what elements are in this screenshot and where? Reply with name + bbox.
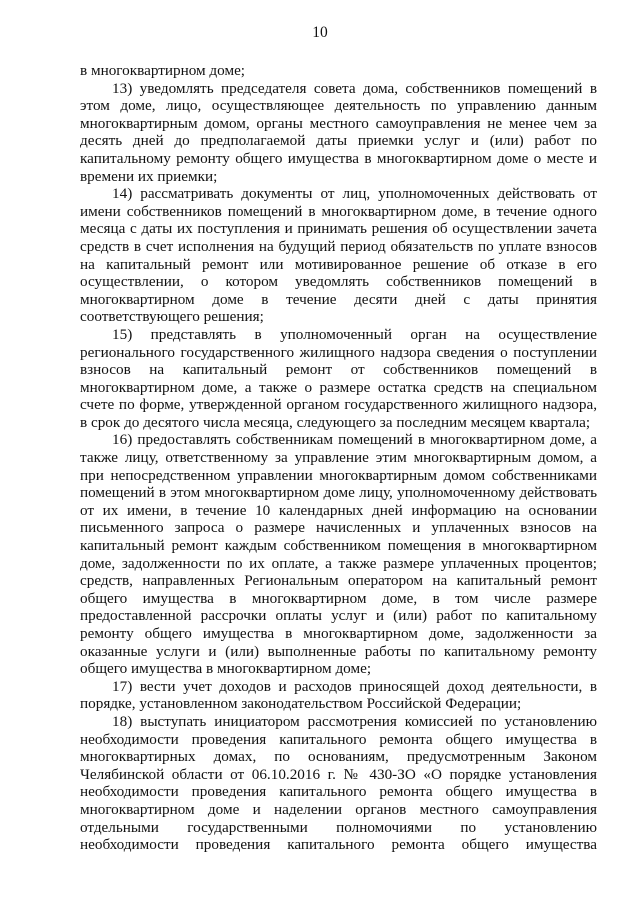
paragraph-item-16: 16) предоставлять собственникам помещений в многоквартирном доме, а также лицу, ответственному за управление этим многоквартирным домом, а при непосредственном управлении многоквартирным домом собственниками помещений в этом многоквартирном доме лицу, уполномоченному действовать от их имени, в течение 10 календарных дней информацию на основании письменного запроса о размере начисленных и уплаченных взносов на капитальный ремонт каждым собственником помещения в многоквартирном доме, задолженности по их оплате, а также размере уплаченных процентов; средств, направленных Региональным оператором на капитальный ремонт общего имущества в многоквартирном доме, в том числе размере предоставленной рассрочки оплаты услуг и (или) работ по капитальному ремонту общего имущества в многоквартирном доме, задолженности за оказанные услуги и (или) выполненные работы по капитальному ремонту общего имущества в многоквартирном доме;	[80, 431, 597, 678]
paragraph-item-14: 14) рассматривать документы от лиц, уполномоченных действовать от имени собственников помещений в многоквартирном доме, в течение одного месяца с даты их поступления и принимать решения об осуществлении зачета средств в счет исполнения на будущий период обязательств по уплате взносов на капитальный ремонт или мотивированное решение об отказе в его осуществлении, о котором уведомлять собственников помещений в многоквартирном доме в течение десяти дней с даты принятия соответствующего решения;	[80, 185, 597, 326]
document-body	[80, 62, 597, 854]
paragraph-continuation: в многоквартирном доме;	[80, 62, 246, 79]
paragraph-item-17: 17) вести учет доходов и расходов приносящей доход деятельности, в порядке, установленном законодательством Российской Федерации;	[80, 677, 597, 713]
paragraph-item-13: 13) уведомлять председателя совета дома, собственников помещений в этом доме, лицо, осуществляющее деятельность по управлению данным многоквартирным домом, органы местного самоуправления не менее чем за десять дней до предполагаемой даты приемки услуг и (или) работ по капитальному ремонту общего имущества в многоквартирном доме о месте и времени их приемки;	[80, 79, 597, 185]
paragraph-item-15: 15) представлять в уполномоченный орган на осуществление регионального государственного жилищного надзора сведения о поступлении взносов на капитальный ремонт от собственников помещений в многоквартирном доме, а также о размере остатка средств на специальном счете по форме, утвержденной органом государственного жилищного надзора, в срок до десятого числа месяца, следующего за последним месяцем квартала;	[80, 325, 597, 431]
paragraph-item-18: 18) выступать инициатором рассмотрения комиссией по установлению необходимости проведения капитального ремонта общего имущества в многоквартирных домах, по основаниям, предусмотренным Законом Челябинской области от 06.10.2016 г. № 430-ЗО «О порядке установления необходимости проведения капитального ремонта общего имущества в многоквартирном доме и наделении органов местного самоуправления отдельными государственными полномочиями по установлению необходимости проведения капитального ремонта общего имущества	[80, 712, 597, 854]
page-number: 10	[312, 24, 328, 41]
